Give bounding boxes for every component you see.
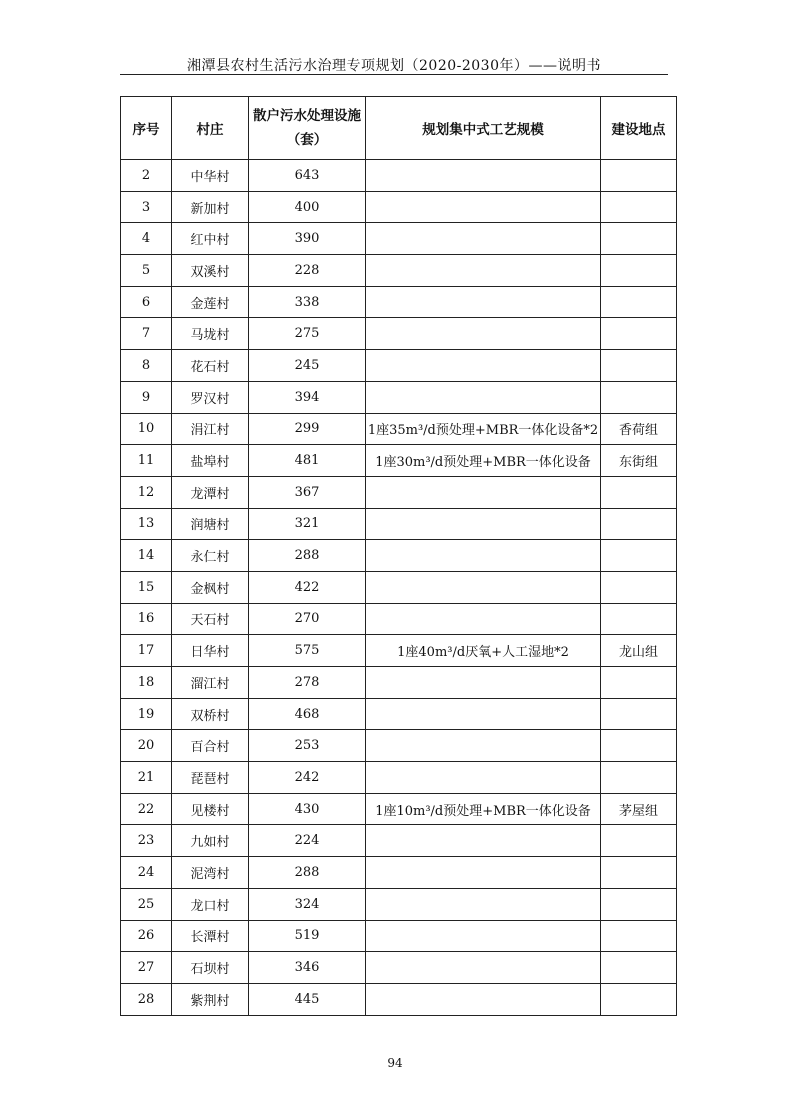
cell-central-process: 1座35m³/d预处理+MBR一体化设备*2 xyxy=(366,413,601,445)
cell-seq: 14 xyxy=(121,540,172,572)
cell-seq: 21 xyxy=(121,762,172,794)
cell-scattered-count: 278 xyxy=(249,667,366,699)
cell-village: 盐埠村 xyxy=(172,445,249,477)
cell-scattered-count: 445 xyxy=(249,983,366,1015)
cell-site xyxy=(601,730,677,762)
cell-site xyxy=(601,191,677,223)
cell-seq: 6 xyxy=(121,286,172,318)
cell-site xyxy=(601,160,677,192)
cell-central-process xyxy=(366,571,601,603)
cell-village: 润塘村 xyxy=(172,508,249,540)
table-row xyxy=(121,381,677,413)
cell-village: 金枫村 xyxy=(172,571,249,603)
cell-scattered-count: 253 xyxy=(249,730,366,762)
cell-scattered-count: 481 xyxy=(249,445,366,477)
cell-site xyxy=(601,698,677,730)
cell-central-process xyxy=(366,603,601,635)
cell-village: 中华村 xyxy=(172,160,249,192)
cell-central-process xyxy=(366,255,601,287)
cell-site xyxy=(601,888,677,920)
cell-central-process xyxy=(366,286,601,318)
cell-village: 龙口村 xyxy=(172,888,249,920)
column-header-scattered-line1: 散户污水处理设施 xyxy=(253,108,361,124)
table-row xyxy=(121,920,677,952)
cell-site xyxy=(601,857,677,889)
cell-seq: 11 xyxy=(121,445,172,477)
cell-central-process xyxy=(366,191,601,223)
cell-village: 紫荆村 xyxy=(172,983,249,1015)
table-row xyxy=(121,698,677,730)
cell-central-process xyxy=(366,730,601,762)
table-row xyxy=(121,667,677,699)
cell-village: 见楼村 xyxy=(172,793,249,825)
cell-central-process: 1座30m³/d预处理+MBR一体化设备 xyxy=(366,445,601,477)
village-sewage-table xyxy=(120,96,677,1016)
cell-site xyxy=(601,476,677,508)
cell-scattered-count: 270 xyxy=(249,603,366,635)
cell-village: 罗汉村 xyxy=(172,381,249,413)
cell-central-process xyxy=(366,952,601,984)
cell-site: 龙山组 xyxy=(601,635,677,667)
cell-central-process xyxy=(366,476,601,508)
cell-site xyxy=(601,983,677,1015)
cell-seq: 27 xyxy=(121,952,172,984)
cell-seq: 7 xyxy=(121,318,172,350)
cell-scattered-count: 400 xyxy=(249,191,366,223)
column-header-village: 村庄 xyxy=(172,97,249,160)
cell-village: 双溪村 xyxy=(172,255,249,287)
cell-central-process xyxy=(366,508,601,540)
cell-seq: 2 xyxy=(121,160,172,192)
cell-site xyxy=(601,350,677,382)
column-header-site: 建设地点 xyxy=(601,97,677,160)
table-row xyxy=(121,318,677,350)
cell-village: 龙潭村 xyxy=(172,476,249,508)
cell-central-process xyxy=(366,857,601,889)
cell-scattered-count: 468 xyxy=(249,698,366,730)
cell-village: 花石村 xyxy=(172,350,249,382)
cell-central-process xyxy=(366,160,601,192)
column-header-scattered-facilities xyxy=(249,97,366,160)
cell-scattered-count: 575 xyxy=(249,635,366,667)
page-number: 94 xyxy=(387,1056,403,1070)
table-row xyxy=(121,730,677,762)
cell-village: 泥湾村 xyxy=(172,857,249,889)
table-row xyxy=(121,255,677,287)
cell-central-process xyxy=(366,762,601,794)
cell-seq: 25 xyxy=(121,888,172,920)
cell-site xyxy=(601,223,677,255)
cell-scattered-count: 430 xyxy=(249,793,366,825)
cell-scattered-count: 324 xyxy=(249,888,366,920)
table-row xyxy=(121,825,677,857)
cell-seq: 13 xyxy=(121,508,172,540)
cell-site xyxy=(601,920,677,952)
cell-seq: 18 xyxy=(121,667,172,699)
cell-village: 永仁村 xyxy=(172,540,249,572)
cell-scattered-count: 299 xyxy=(249,413,366,445)
cell-scattered-count: 275 xyxy=(249,318,366,350)
cell-central-process xyxy=(366,318,601,350)
column-header-seq: 序号 xyxy=(121,97,172,160)
cell-central-process: 1座40m³/d厌氧+人工湿地*2 xyxy=(366,635,601,667)
header-divider xyxy=(120,74,668,75)
cell-scattered-count: 422 xyxy=(249,571,366,603)
table-row xyxy=(121,350,677,382)
cell-seq: 15 xyxy=(121,571,172,603)
cell-seq: 26 xyxy=(121,920,172,952)
cell-central-process xyxy=(366,698,601,730)
table-row xyxy=(121,160,677,192)
table-row xyxy=(121,476,677,508)
cell-seq: 24 xyxy=(121,857,172,889)
cell-village: 天石村 xyxy=(172,603,249,635)
table-row xyxy=(121,540,677,572)
cell-village: 红中村 xyxy=(172,223,249,255)
cell-seq: 23 xyxy=(121,825,172,857)
cell-seq: 19 xyxy=(121,698,172,730)
table-row xyxy=(121,223,677,255)
cell-scattered-count: 228 xyxy=(249,255,366,287)
cell-seq: 10 xyxy=(121,413,172,445)
page-header-title: 湘潭县农村生活污水治理专项规划（2020-2030年）——说明书 xyxy=(187,58,601,74)
cell-seq: 9 xyxy=(121,381,172,413)
table-row xyxy=(121,603,677,635)
cell-village: 石坝村 xyxy=(172,952,249,984)
cell-scattered-count: 346 xyxy=(249,952,366,984)
cell-village: 长潭村 xyxy=(172,920,249,952)
cell-village: 金莲村 xyxy=(172,286,249,318)
table-row xyxy=(121,635,677,667)
cell-site xyxy=(601,381,677,413)
cell-seq: 8 xyxy=(121,350,172,382)
cell-central-process xyxy=(366,350,601,382)
cell-seq: 20 xyxy=(121,730,172,762)
cell-site xyxy=(601,952,677,984)
cell-site xyxy=(601,762,677,794)
cell-scattered-count: 394 xyxy=(249,381,366,413)
table-row xyxy=(121,793,677,825)
table-header-row xyxy=(121,97,677,160)
cell-seq: 22 xyxy=(121,793,172,825)
table-row xyxy=(121,445,677,477)
cell-central-process xyxy=(366,540,601,572)
cell-site xyxy=(601,286,677,318)
cell-central-process xyxy=(366,667,601,699)
cell-village: 日华村 xyxy=(172,635,249,667)
table-row xyxy=(121,857,677,889)
cell-village: 琵琶村 xyxy=(172,762,249,794)
table-row xyxy=(121,952,677,984)
cell-scattered-count: 245 xyxy=(249,350,366,382)
cell-village: 百合村 xyxy=(172,730,249,762)
table-row xyxy=(121,888,677,920)
cell-seq: 5 xyxy=(121,255,172,287)
cell-seq: 3 xyxy=(121,191,172,223)
table-row xyxy=(121,508,677,540)
cell-central-process xyxy=(366,920,601,952)
cell-seq: 16 xyxy=(121,603,172,635)
cell-scattered-count: 288 xyxy=(249,857,366,889)
cell-seq: 12 xyxy=(121,476,172,508)
table-row xyxy=(121,191,677,223)
cell-scattered-count: 224 xyxy=(249,825,366,857)
table-row xyxy=(121,571,677,603)
cell-scattered-count: 367 xyxy=(249,476,366,508)
cell-scattered-count: 242 xyxy=(249,762,366,794)
cell-village: 九如村 xyxy=(172,825,249,857)
cell-site xyxy=(601,318,677,350)
cell-scattered-count: 519 xyxy=(249,920,366,952)
cell-scattered-count: 390 xyxy=(249,223,366,255)
cell-central-process xyxy=(366,825,601,857)
cell-scattered-count: 288 xyxy=(249,540,366,572)
cell-seq: 4 xyxy=(121,223,172,255)
cell-scattered-count: 321 xyxy=(249,508,366,540)
cell-seq: 28 xyxy=(121,983,172,1015)
cell-central-process xyxy=(366,223,601,255)
column-header-central-process: 规划集中式工艺规模 xyxy=(366,97,601,160)
cell-central-process xyxy=(366,888,601,920)
cell-site xyxy=(601,508,677,540)
cell-seq: 17 xyxy=(121,635,172,667)
table-row xyxy=(121,413,677,445)
cell-site xyxy=(601,540,677,572)
cell-village: 双桥村 xyxy=(172,698,249,730)
cell-village: 新加村 xyxy=(172,191,249,223)
cell-central-process: 1座10m³/d预处理+MBR一体化设备 xyxy=(366,793,601,825)
cell-village: 溜江村 xyxy=(172,667,249,699)
cell-site xyxy=(601,603,677,635)
cell-site xyxy=(601,255,677,287)
cell-village: 马垅村 xyxy=(172,318,249,350)
column-header-scattered-line2: （套） xyxy=(286,132,328,148)
table-row xyxy=(121,762,677,794)
cell-central-process xyxy=(366,381,601,413)
cell-scattered-count: 338 xyxy=(249,286,366,318)
cell-scattered-count: 643 xyxy=(249,160,366,192)
table-row xyxy=(121,983,677,1015)
table-row xyxy=(121,286,677,318)
cell-central-process xyxy=(366,983,601,1015)
cell-site xyxy=(601,667,677,699)
cell-village: 涓江村 xyxy=(172,413,249,445)
cell-site: 东街组 xyxy=(601,445,677,477)
cell-site xyxy=(601,825,677,857)
cell-site: 茅屋组 xyxy=(601,793,677,825)
cell-site: 香荷组 xyxy=(601,413,677,445)
cell-site xyxy=(601,571,677,603)
